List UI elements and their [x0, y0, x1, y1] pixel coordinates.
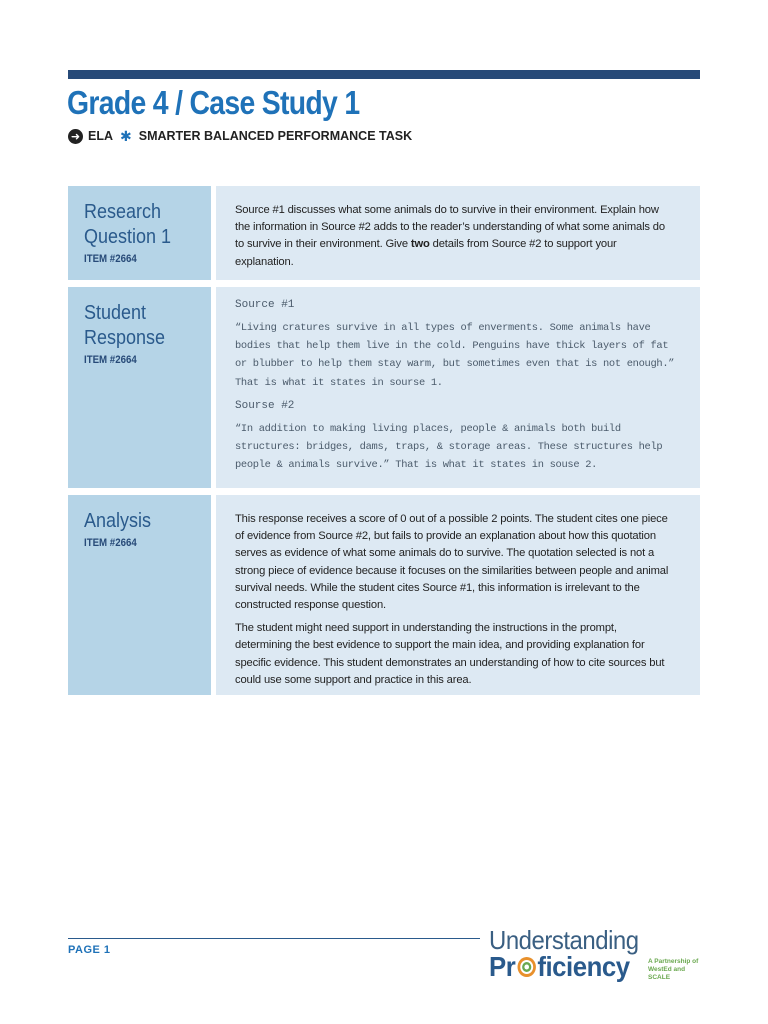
- source2-label: Sourse #2: [235, 399, 295, 412]
- row-content-cell: [216, 287, 700, 488]
- row-heading: Research Question 1: [84, 201, 172, 248]
- task-label: SMARTER BALANCED PERFORMANCE TASK: [138, 129, 413, 143]
- analysis-row: [68, 495, 700, 695]
- source2-response: “In addition to making living places, people & animals both build structures: bridges, dams, traps, & storage areas. These structures help people & animals survive.” That is what it states in souse 2.: [235, 422, 663, 472]
- row-content-cell: [216, 186, 700, 280]
- analysis-paragraph-2: The student might need support in understanding the instructions in the prompt, determining the best evidence to support the main idea, and providing explanation for specific evidence. This student demonstrates an understanding of how to cite sources but could use some support and practice in this area.: [235, 622, 665, 686]
- source1-response: “Living cratures survive in all types of enverments. Some animals have bodies that help them live in the cold. Penguins have thick layers of fat or blubber to help them stay warm, but sometimes even that is not enough.” That is what it states in sourse 1.: [235, 322, 675, 389]
- item-number: ITEM #2664: [84, 537, 137, 549]
- target-icon: [516, 956, 536, 978]
- subject-label: ELA: [88, 129, 113, 143]
- row-label-cell: [68, 495, 211, 695]
- logo-proficiency: Pr ficiency: [489, 951, 630, 982]
- logo-understanding: Understanding: [489, 925, 639, 955]
- source1-label: Source #1: [235, 299, 295, 311]
- research-question-row: [68, 186, 700, 280]
- asterisk-icon: ✱: [120, 127, 132, 144]
- question-text: Source #1 discusses what some animals do to survive in their environment. Explain how the information in Source #2 adds to the reader’s understanding of what some animals do to survive in their environment. Give two details from Source #2 to support your explanation.: [235, 204, 665, 268]
- analysis-paragraph-1: This response receives a score of 0 out of a possible 2 points. The student cites one piece of evidence from Source #2, but fails to provide an explanation about how this quotation serves as evidence of what some animals do to survive. The quotation selected is not a strong piece of evidence because it focuses on the similarities between people and animal survival needs. While the student cites Source #1, this information is irrelevant to the constructed response question.: [235, 513, 669, 612]
- page-number: PAGE 1: [68, 944, 111, 956]
- row-content-cell: [216, 495, 700, 695]
- row-label-cell: [68, 287, 211, 488]
- page-title: Grade 4 / Case Study 1: [67, 84, 360, 121]
- student-response-row: [68, 287, 700, 488]
- footer-rule: [68, 938, 480, 939]
- item-number: ITEM #2664: [84, 253, 137, 265]
- arrow-right-icon: ➜: [68, 129, 83, 144]
- item-number: ITEM #2664: [84, 354, 137, 366]
- partner-tagline: A Partnership of WestEd and SCALE: [648, 958, 699, 981]
- subtitle: [68, 128, 412, 144]
- row-label-cell: [68, 186, 211, 280]
- row-heading: Student Response: [84, 302, 166, 349]
- row-heading: Analysis: [84, 510, 152, 532]
- top-rule: [68, 70, 700, 79]
